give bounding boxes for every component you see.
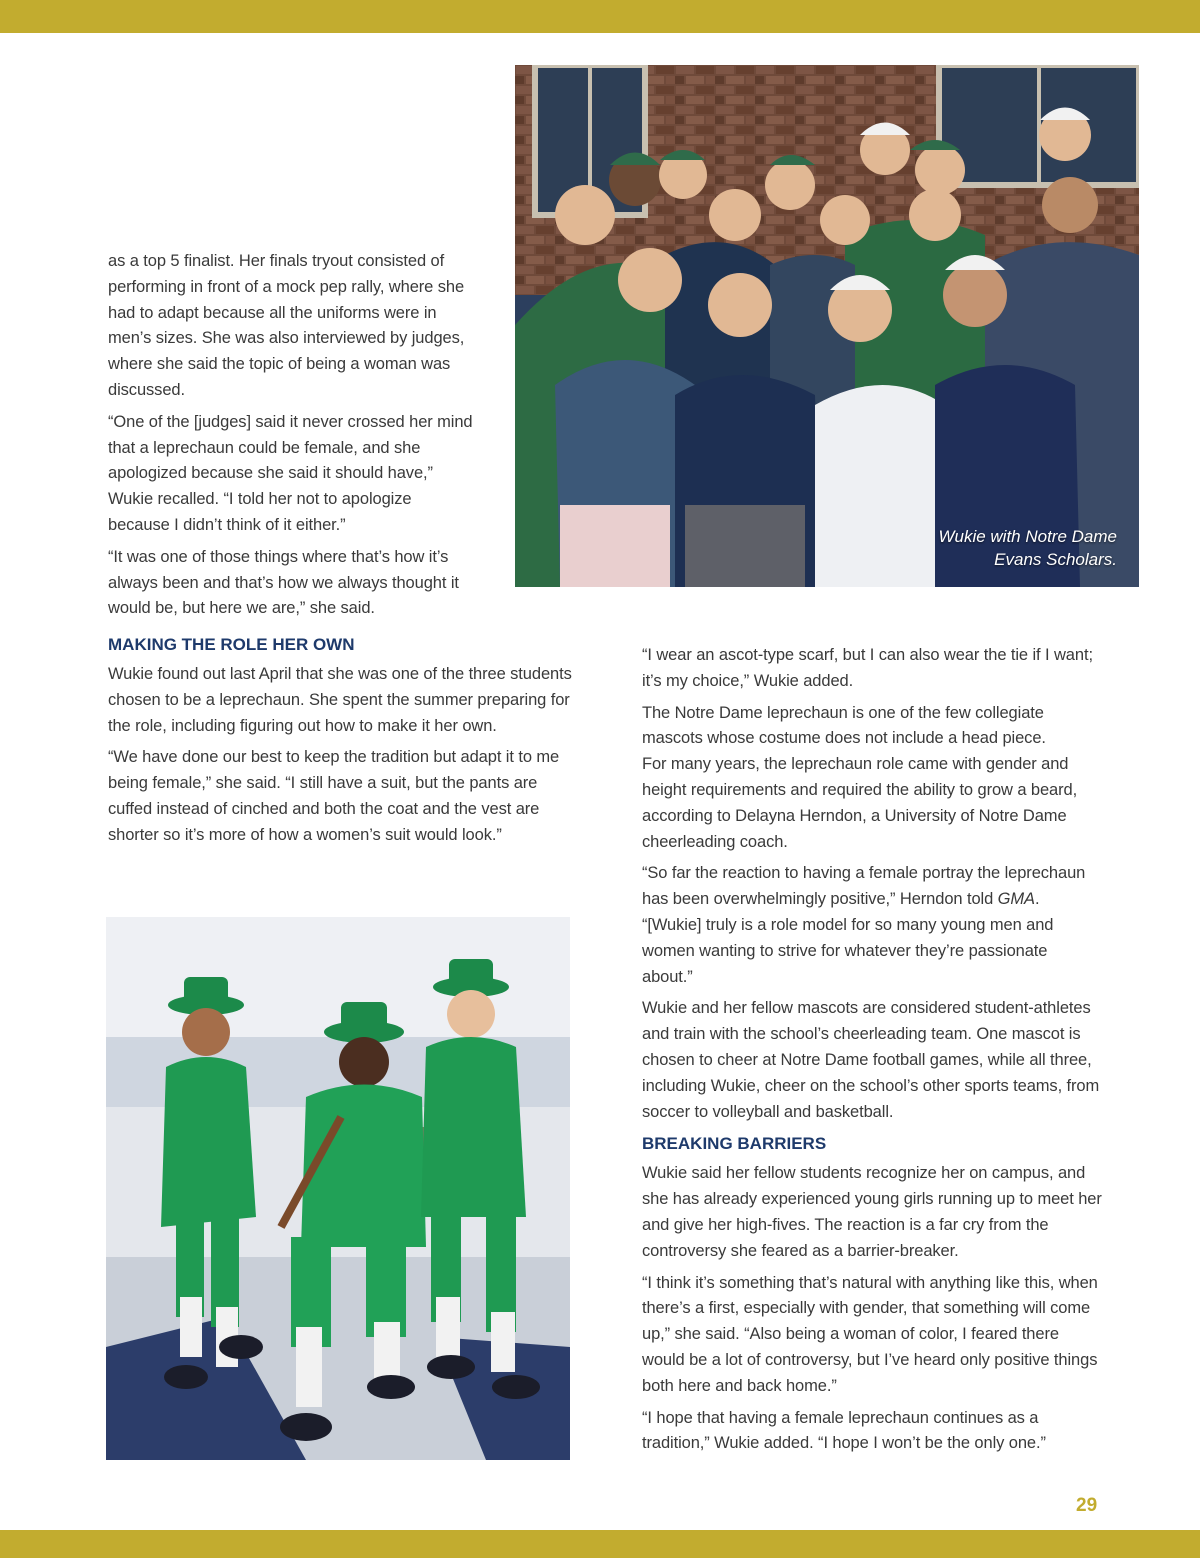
paragraph-gma-quote — [642, 861, 1102, 990]
leprechauns-illustration — [106, 917, 570, 1460]
paragraph: “We have done our best to keep the tradition but adapt it to me being female,” she said. “I still have a suit, but the pants are cuffed instead of cinched and both the coat and the vest are shorter so it’s more of how a women’s suit would look.” — [108, 748, 560, 844]
text-run: “So far the reaction to having a female portray the leprechaun has been overwhelmingly positive,” Herndon told — [642, 864, 1086, 909]
top-accent-band — [0, 0, 1200, 33]
photo-caption — [938, 525, 1117, 571]
section-heading: MAKING THE ROLE HER OWN — [108, 635, 355, 654]
caption-line-1: Wukie with Notre Dame — [938, 527, 1117, 546]
section-heading: BREAKING BARRIERS — [642, 1134, 827, 1154]
right-column — [642, 643, 1102, 1463]
left-column-top — [108, 249, 473, 628]
text-run: . “[Wukie] truly is a role model for so many young men and women wanting to strive for whatever they’re passionate about.” — [642, 890, 1054, 986]
paragraph: The Notre Dame leprechaun is one of the few collegiate mascots whose costume does not include a head piece. — [642, 703, 1046, 748]
section-making-the-role — [108, 628, 578, 855]
paragraph: “I wear an ascot-type scarf, but I can also wear the tie if I want; it’s my choice,” Wukie added. — [642, 646, 1093, 690]
paragraph: “One of the [judges] said it never crossed her mind that a leprechaun could be female, and she apologized because she said it should have,” Wukie recalled. “I told her not to apologize because I didn’t think of it either.” — [108, 412, 473, 534]
paragraph: Wukie and her fellow mascots are considered student-athletes and train with the school’s cheerleading team. One mascot is chosen to cheer at Notre Dame football games, while all three, including Wukie, cheer on the school’s other sports teams, from soccer to volleyball and basketball. — [642, 999, 1100, 1121]
page-number: 29 — [1076, 1495, 1098, 1516]
paragraph: “It was one of those things where that’s how it’s always been and that’s how we always thought it would be, but here we are,” she said. — [108, 547, 459, 618]
paragraph: Wukie found out last April that she was one of the three students chosen to be a leprechaun. She spent the summer preparing for the role, including figuring out how to make it her own. — [108, 665, 572, 735]
evans-scholars-photo — [515, 65, 1139, 587]
gma-italic: GMA — [997, 890, 1035, 909]
leprechauns-photo — [106, 917, 570, 1460]
paragraph: “I think it’s something that’s natural with anything like this, when there’s a first, especially with gender, that something will come up,” she said. “Also being a woman of color, I feared there would be a lot of controversy, but I’ve heard only positive things both here and back home.” — [642, 1273, 1098, 1395]
paragraph: “I hope that having a female leprechaun continues as a tradition,” Wukie added. “I hope I won’t be the only one.” — [642, 1408, 1046, 1453]
caption-line-2: Evans Scholars. — [994, 550, 1117, 569]
paragraph: as a top 5 finalist. Her finals tryout consisted of performing in front of a mock pep rally, where she had to adapt because all the uniforms were in men’s sizes. She was also interviewed by judges, where she said the topic of being a woman was discussed. — [108, 252, 465, 399]
evans-scholars-illustration — [515, 65, 1139, 587]
paragraph: Wukie said her fellow students recognize her on campus, and she has already experienced young girls running up to meet her and give her high-fives. The reaction is a far cry from the controversy she feared as a barrier-breaker. — [642, 1164, 1102, 1260]
bottom-accent-band — [0, 1530, 1200, 1558]
paragraph: For many years, the leprechaun role came with gender and height requirements and required the ability to grow a beard, according to Delayna Herndon, a University of Notre Dame cheerleading coach. — [642, 755, 1078, 851]
